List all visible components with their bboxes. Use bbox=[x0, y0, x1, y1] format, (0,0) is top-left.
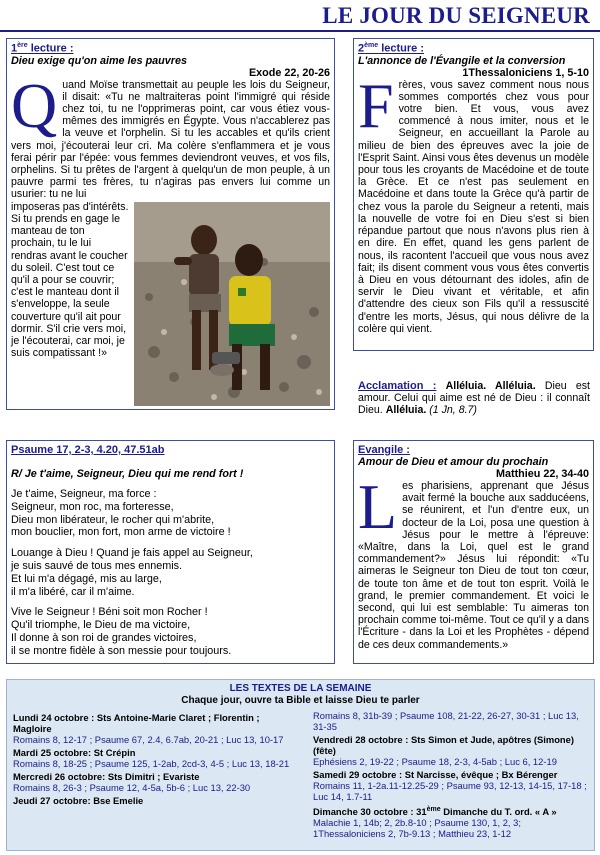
title-rule bbox=[0, 30, 600, 32]
psalm-line: Seigneur, mon roc, ma forteresse, bbox=[11, 500, 174, 513]
first-reading-box bbox=[6, 38, 335, 410]
stanza-break bbox=[11, 539, 330, 547]
gospel-reference: Matthieu 22, 34-40 bbox=[495, 468, 589, 480]
week-day: Mardi 25 octobre: St Crépin Romains 8, 18-25 ; Psaume 125, 1-2ab, 2cd-3, 4-5 ; Luc 13, 18-21 bbox=[13, 747, 290, 769]
dropcap: Q bbox=[11, 69, 58, 141]
second-reading-text: Frères, vous savez comment nous nous sommes comportés chez vous pour votre bien. Et vous, vous avez commencé à nous imiter, nous et le Seigneur, en accueillant la Parole au milieu de bien des épreuves avec la joie de l'Esprit Saint. Ainsi vous êtes devenus un modèle pour tous les croyants de Macédoine et de toute la Grèce. Et ce n'est pas seulement en Macédoine et dans toute la Grèce qu'à partir de chez vous la parole du Seigneur a retenti, mais la nouvelle de votre foi en Dieu s'est si bien répandue partout que nous n'avons plus rien à en dire. En effet, quand les gens parlent de nous, ils racontent l'accueil que vous nous avez fait; ils disent comment vous vous êtes convertis à Dieu en vous détournant des idoles, afin de servir le Dieu vivant et véritable, et afin d'attendre des cieux son Fils qu'il a ressuscité d'entre les morts, Jésus, qui nous délivre de la colère qui vient. bbox=[358, 69, 589, 335]
first-reading-text-continued: imposeras pas d'intérêts. Si tu prends en gage le manteau de ton prochain, tu le lui rendras avant le coucher du soleil. C'est tout ce qu'il a pour se couvrir; c'est le manteau dont il s'enveloppe, la seule couverture qu'il ait pour dormir. S'il crie vers moi, je l'écouterai, car moi, je suis compatissant !» bbox=[11, 200, 129, 360]
psalm-line: il m'a libéré, car il m'aime. bbox=[11, 585, 135, 598]
week-day: Lundi 24 octobre : Sts Antoine-Marie Claret ; Florentin ; Magloire Romains 8, 12-17 ; Psaume 67, 2.4, 6.7ab, 20-21 ; Luc 13, 10-17 bbox=[13, 712, 284, 745]
first-reading-text: Quand Moïse transmettait au peuple les lois du Seigneur, il disait: «Tu ne maltraiteras point l'immigré qui réside chez toi, tu ne l'opprimeras point, car vous étiez vous-mêmes des immigrés en Égypte. Vous n'accablerez pas la veuve et l'orphelin. Si tu les accables et qu'ils crient vers moi, j'écouterai leur cri. Ma colère s'enflammera et je vous ferai périr par l'épée: vous femmes deviendront veuves, et vos fils, orphelins. Si tu prêtes de l'argent à quelqu'un de mon peuple, à un pauvre parmi tes frères, tu n'agiras pas envers lui comme un usurier: tu ne lui bbox=[11, 69, 330, 201]
week-thursday-refs: Romains 8, 31b-39 ; Psaume 108, 21-22, 26-27, 30-31 ; Luc 13, 31-35 bbox=[313, 710, 579, 732]
week-subtitle: Chaque jour, ouvre ta Bible et laisse Dieu te parler bbox=[181, 695, 420, 706]
week-right-column bbox=[313, 710, 589, 839]
gospel-heading: Evangile : bbox=[358, 444, 410, 456]
psalm-line: il se montre fidèle à son messie pour toujours. bbox=[11, 644, 232, 657]
psalm-line: Dieu mon libérateur, le rocher qui m'abrite, bbox=[11, 513, 215, 526]
first-reading-subtitle: Dieu exige qu'on aime les pauvres bbox=[11, 54, 187, 67]
second-reading-subtitle: L'annonce de l'Évangile et la conversion bbox=[358, 54, 566, 67]
psalm-line: Vive le Seigneur ! Béni soit mon Rocher ! bbox=[11, 606, 208, 619]
psalm-line: Il donne à son roi de grandes victoires, bbox=[11, 631, 197, 644]
psalm-lines bbox=[11, 488, 330, 658]
week-day: Mercredi 26 octobre: Sts Dimitri ; Evariste Romains 8, 26-3 ; Psaume 12, 4-5a, 5b-6 ; Luc 13, 22-30 bbox=[13, 771, 251, 793]
psalm-line: mon bouclier, mon fort, mon arme de victoire ! bbox=[11, 526, 231, 539]
gospel-subtitle: Amour de Dieu et amour du prochain bbox=[358, 456, 549, 468]
first-reading-heading: 1ère lecture : bbox=[11, 42, 74, 55]
psalm-box bbox=[6, 440, 335, 664]
second-reading-box bbox=[353, 38, 594, 351]
psalm-refrain: R/ Je t'aime, Seigneur, Dieu qui me rend fort ! bbox=[11, 468, 244, 480]
week-left-column bbox=[13, 710, 299, 806]
psalm-line: je suis sauvé de tous mes ennemis. bbox=[11, 559, 183, 572]
week-day: Samedi 29 octobre : St Narcisse, évêque ; Bx Bérenger Romains 11, 1-2a.11-12.25-29 ; Psaume 93, 12-13, 14-15, 17-18 ; Luc 14, 1.7-11 bbox=[313, 769, 587, 802]
week-sunday: Dimanche 30 octobre : 31ème Dimanche du T. ord. « A » Malachie 1, 14b; 2, 2b.8-10 ; Psaume 130, 1, 2, 3; 1Thessaloniciens 2, 7b-9.13 ; Matthieu 23, 1-12 bbox=[313, 806, 557, 840]
psalm-line: Et lui m'a dégagé, mis au large, bbox=[11, 572, 162, 585]
dropcap: L bbox=[358, 471, 398, 542]
psalm-heading: Psaume 17, 2-3, 4.20, 47.51ab bbox=[11, 444, 165, 456]
gospel-text: Les pharisiens, apprenant que Jésus avait fermé la bouche aux sadducéens, se réunirent, et l'un d'entre eux, un docteur de la Loi, posa une question à Jésus pour le mettre à l'épreuve: «Maître, dans la Loi, quel est le grand commandement?» Jésus lui répondit: «Tu aimeras le Seigneur ton Dieu de tout ton cœur, de toute ton âme et de tout ton esprit. Voilà le grand, le premier commandement. Et voici le second, qui lui est semblable: Tu aimeras ton prochain comme toi-même. Tout ce qu'il y a dans l'Écriture - dans la Loi et les Prophètes - dépend de ces deux commandements.» bbox=[358, 471, 589, 651]
dropcap: F bbox=[358, 69, 394, 141]
acclamation: Acclamation : Alléluia. Alléluia. Dieu est amour. Celui qui aime est né de Dieu : il connaît Dieu. Alléluia. (1 Jn, 8.7) bbox=[358, 380, 590, 417]
gospel-box bbox=[353, 440, 594, 664]
second-reading-heading: 2ème lecture : bbox=[358, 42, 424, 55]
children-photo bbox=[134, 202, 330, 406]
psalm-line: Qu'il triomphe, le Dieu de ma victoire, bbox=[11, 619, 191, 632]
week-day: Vendredi 28 octobre : Sts Simon et Jude, apôtres (Simone) (fête) Ephésiens 2, 19-22 ; Psaume 18, 2-3, 4-5ab ; Luc 6, 12-19 bbox=[313, 734, 574, 767]
psalm-line: Je t'aime, Seigneur, ma force : bbox=[11, 488, 157, 500]
first-reading-reference: Exode 22, 20-26 bbox=[248, 66, 330, 79]
stanza-break bbox=[11, 598, 330, 606]
week-readings bbox=[6, 679, 595, 851]
page-title: LE JOUR DU SEIGNEUR bbox=[322, 3, 590, 28]
second-reading-reference: 1Thessaloniciens 1, 5-10 bbox=[462, 66, 589, 79]
psalm-line: Louange à Dieu ! Quand je fais appel au Seigneur, bbox=[11, 547, 253, 560]
week-title: LES TEXTES DE LA SEMAINE bbox=[229, 683, 372, 694]
week-day: Jeudi 27 octobre: Bse Emelie bbox=[13, 795, 144, 806]
